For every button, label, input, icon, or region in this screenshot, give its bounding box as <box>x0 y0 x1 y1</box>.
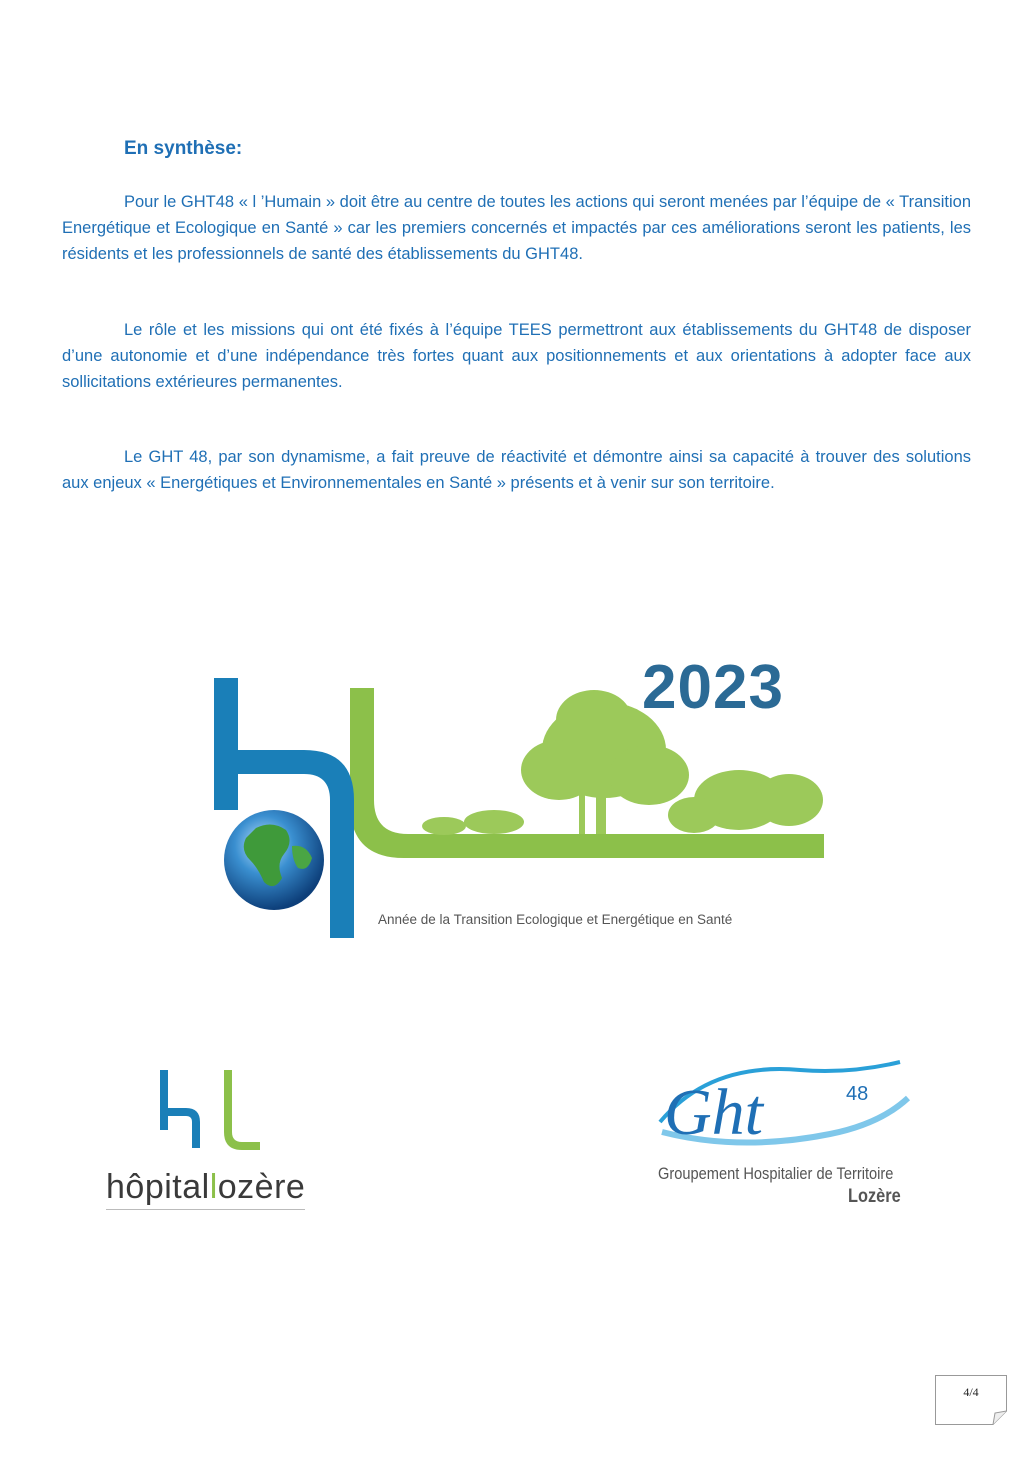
page-number-frame <box>935 1375 1007 1425</box>
page-number-text: 4/4 <box>963 1385 979 1399</box>
wordmark-l: l <box>209 1168 218 1206</box>
wordmark-hopital: hôpital <box>106 1168 210 1206</box>
hl-logo-h <box>160 1070 200 1148</box>
ght48-logo <box>650 1052 920 1212</box>
ght-line1: Groupement Hospitalier de Territoire <box>658 1164 894 1183</box>
transition-2023-banner <box>194 650 824 940</box>
ght-number: 48 <box>846 1083 869 1105</box>
ght48-logo-mark <box>650 1052 920 1162</box>
section-heading: En synthèse: <box>124 138 243 159</box>
banner-year: 2023 <box>642 653 784 722</box>
wordmark-ozere: ozère <box>217 1168 306 1206</box>
hopital-lozere-logo <box>106 1068 330 1213</box>
ght-mark-text: Ght <box>664 1076 763 1149</box>
paragraph-humain: Pour le GHT48 « l ’Humain » doit être au centre de toutes les actions qui seront menées par l’équipe de « Transition Energétique et Ecologique en Santé » car les premiers concernés et impactés par ces améliorations seront les patients, les résidents et les professionnels de santé des établissements du GHT48. <box>62 193 971 263</box>
page-number-box <box>935 1375 1007 1425</box>
ght-line2: Lozère <box>848 1186 901 1207</box>
banner-caption: Année de la Transition Ecologique et Energétique en Santé <box>378 912 733 927</box>
paragraph-dynamisme: Le GHT 48, par son dynamisme, a fait preuve de réactivité et démontre ainsi sa capacité à trouver des solutions aux enjeux « Energétiques et Environnementales en Santé » présents et à venir sur son territoire. <box>62 448 971 492</box>
hopital-lozere-wordmark <box>106 1168 305 1210</box>
hl-logo-mark <box>106 1068 330 1168</box>
paragraph-tees-role: Le rôle et les missions qui ont été fixés à l’équipe TEES permettront aux établissements du GHT48 de disposer d’une autonomie et d’une indépendance très fortes quant aux positionnements et aux orientations à adopter face aux sollicitations extérieures permanentes. <box>62 321 971 391</box>
hl-logo-l <box>224 1070 260 1150</box>
